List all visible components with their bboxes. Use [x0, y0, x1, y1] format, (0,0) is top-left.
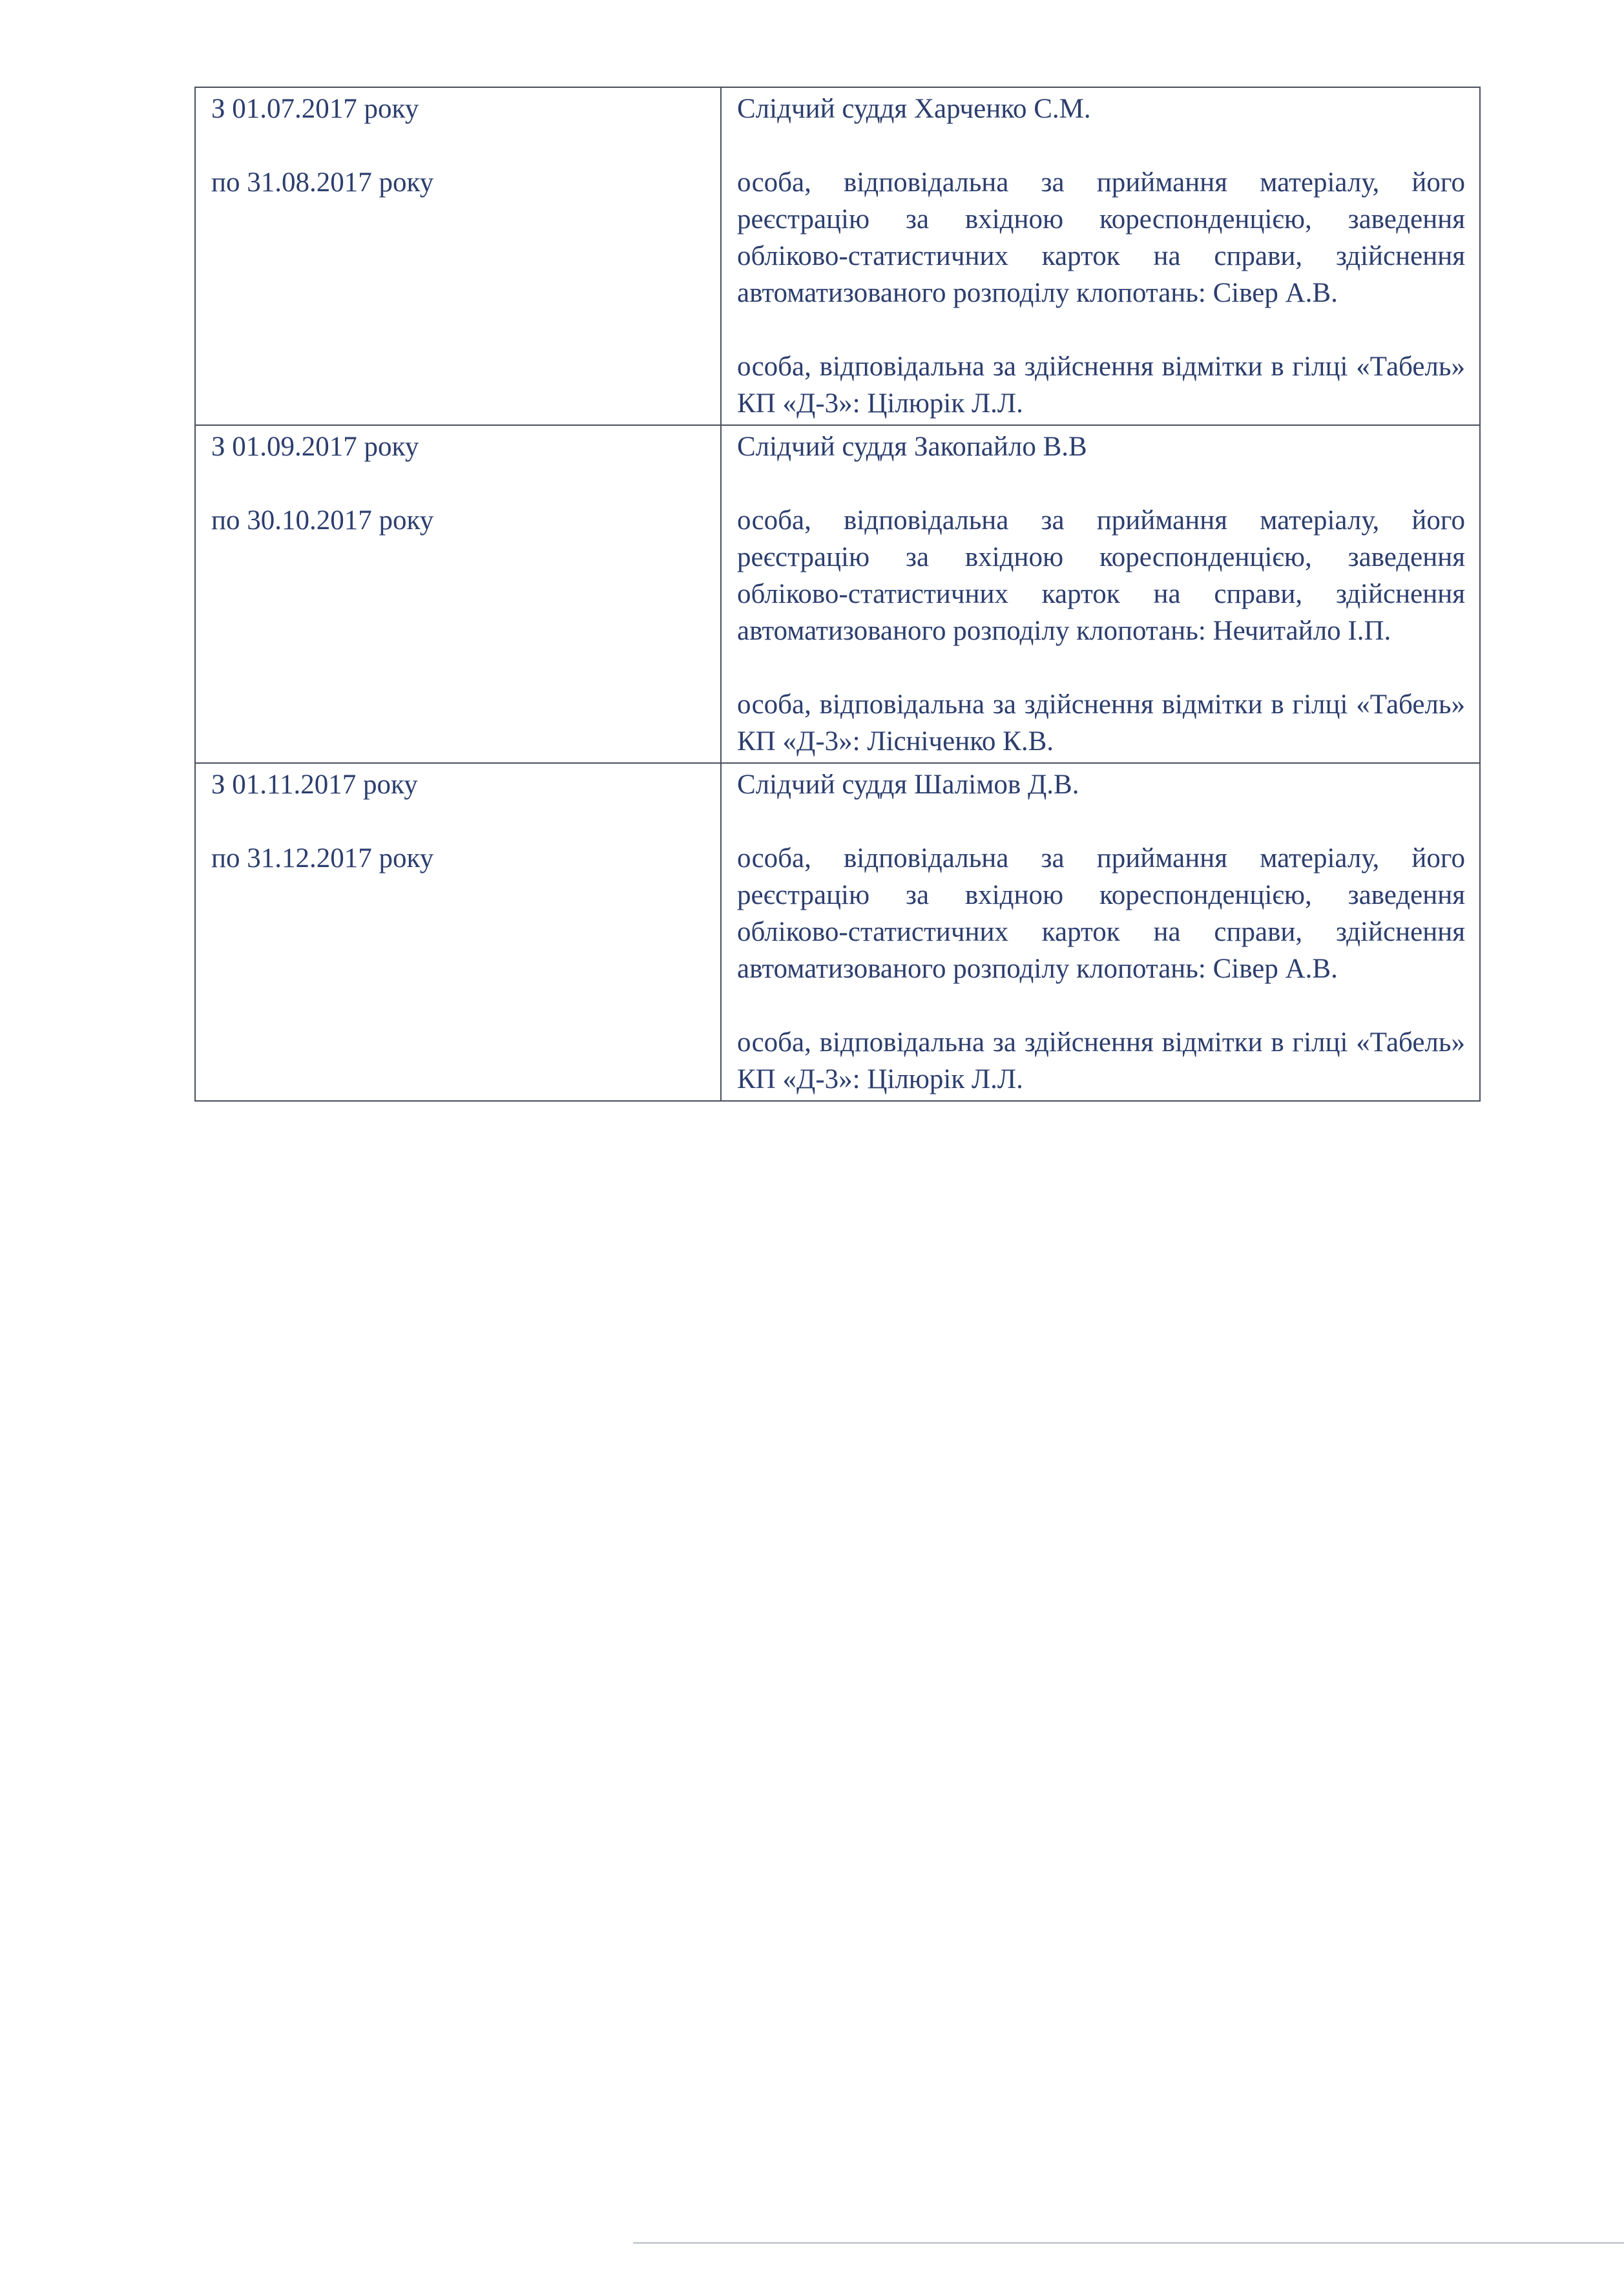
table-row — [195, 425, 1480, 763]
period-from: З 01.09.2017 року — [211, 432, 419, 462]
tabel-responsible-text: особа, відповідальна за здійснення відмітки в гілці «Табель» КП «Д-3»: Цілюрік Л.Л. — [737, 1027, 1465, 1094]
spacer — [737, 465, 1465, 502]
period-from: З 01.11.2017 року — [211, 769, 418, 800]
spacer — [211, 803, 707, 840]
spacer — [737, 127, 1465, 164]
duty-schedule-table — [194, 87, 1481, 1102]
period-to: по 30.10.2017 року — [211, 505, 434, 536]
table-row — [195, 763, 1480, 1101]
scan-edge-line — [633, 2242, 1624, 2244]
table-row — [195, 87, 1480, 425]
spacer — [737, 803, 1465, 840]
assignment-cell — [721, 87, 1480, 425]
spacer — [211, 465, 707, 502]
period-cell — [195, 425, 721, 763]
spacer — [737, 649, 1465, 686]
judge-name: Слідчий суддя Харченко С.М. — [737, 94, 1091, 124]
period-to: по 31.08.2017 року — [211, 167, 434, 198]
period-cell — [195, 87, 721, 425]
period-cell — [195, 763, 721, 1101]
period-to: по 31.12.2017 року — [211, 843, 434, 874]
assignment-cell — [721, 425, 1480, 763]
spacer — [737, 987, 1465, 1024]
registration-responsible-text: особа, відповідальна за приймання матеріалу, його реєстрацію за вхідною кореспонденцією, заведення обліково-статистичних карток на справи, здійснення автоматизованого розподілу клопотань: Сівер А.В. — [737, 843, 1465, 984]
judge-name: Слідчий суддя Шалімов Д.В. — [737, 769, 1079, 800]
judge-name: Слідчий суддя Закопайло В.В — [737, 432, 1087, 462]
tabel-responsible-text: особа, відповідальна за здійснення відмітки в гілці «Табель» КП «Д-3»: Лісніченко К.В. — [737, 689, 1465, 757]
assignment-cell — [721, 763, 1480, 1101]
period-from: З 01.07.2017 року — [211, 94, 419, 124]
registration-responsible-text: особа, відповідальна за приймання матеріалу, його реєстрацію за вхідною кореспонденцією, заведення обліково-статистичних карток на справи, здійснення автоматизованого розподілу клопотань: Нечитайло І.П. — [737, 505, 1465, 646]
tabel-responsible-text: особа, відповідальна за здійснення відмітки в гілці «Табель» КП «Д-3»: Цілюрік Л.Л. — [737, 351, 1465, 419]
spacer — [211, 127, 707, 164]
registration-responsible-text: особа, відповідальна за приймання матеріалу, його реєстрацію за вхідною кореспонденцією, заведення обліково-статистичних карток на справи, здійснення автоматизованого розподілу клопотань: Сівер А.В. — [737, 167, 1465, 308]
spacer — [737, 311, 1465, 348]
